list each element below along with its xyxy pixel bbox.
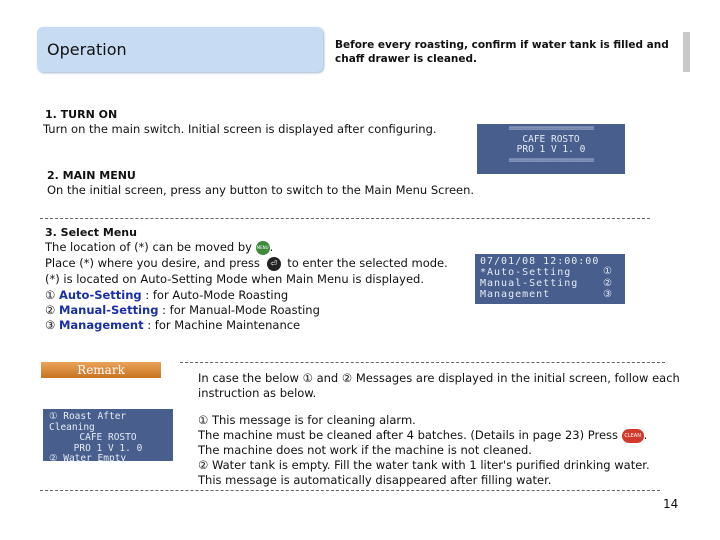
lcd-line: CAFE ROSTO [522, 133, 580, 145]
menu-item-auto [45, 288, 288, 304]
alarm-display [43, 409, 173, 464]
lcd-line: ================== [508, 154, 594, 166]
remark-msg3: The machine does not work if the machine is not cleaned. [198, 443, 532, 457]
select-menu-line3: (*) is located on Auto-Setting Mode when Main Menu is displayed. [45, 272, 424, 286]
menu-item-manual [45, 303, 320, 319]
item-name: Manual-Setting [58, 303, 159, 317]
main-menu-display [475, 254, 625, 304]
remark-msg4: ② Water tank is empty. Fill the water tank with 1 liter's purified drinking water. [198, 458, 650, 472]
lcd-line: ① Roast After Cleaning [49, 411, 127, 433]
divider [40, 490, 660, 491]
item-number: ① [45, 288, 56, 302]
item-number: ③ [45, 318, 56, 332]
turn-on-text: Turn on the main switch. Initial screen is displayed after configuring. [43, 122, 437, 136]
lcd-line: PRO 1 V 1. 0 [516, 144, 586, 155]
select-menu-line2 [45, 256, 448, 272]
item-name: Auto-Setting [58, 288, 142, 302]
remark-msg2 [198, 428, 647, 444]
item-number: ② [45, 303, 56, 317]
lcd-line: *Auto-Setting [480, 267, 572, 278]
item-desc: : for Auto-Mode Roasting [145, 288, 289, 302]
turn-on-heading: 1. TURN ON [45, 108, 118, 121]
lcd-line: PRO 1 V 1. 0 [73, 442, 143, 454]
remark-msg5: This message is automatically disappeared after filling water. [198, 473, 552, 487]
text: The location of (*) can be moved by [45, 240, 252, 254]
menu-item-management [45, 318, 300, 334]
text: . [643, 428, 648, 442]
item-name: Management [58, 318, 144, 332]
lcd-line: ② Water Empty [49, 453, 127, 464]
divider [180, 362, 665, 363]
text: The machine must be cleaned after 4 batches. (Details in page 23) Press [198, 428, 619, 442]
lcd-line: 07/01/08 12:00:00 [480, 256, 600, 267]
section-title: Operation [47, 40, 127, 59]
main-menu-text: On the initial screen, press any button to switch to the Main Menu Screen. [47, 183, 475, 197]
edge-bar [683, 32, 690, 72]
divider [40, 218, 650, 219]
lcd-line: Management [480, 289, 551, 300]
item-desc: : for Manual-Mode Roasting [162, 303, 320, 317]
lcd-num: ① [603, 266, 613, 277]
remark-intro: In case the below ① and ② Messages are displayed in the initial screen, follow each instruction as below. [198, 371, 680, 400]
lcd-line: CAFE ROSTO [79, 432, 137, 443]
enter-button-icon: ⏎ [267, 257, 281, 271]
remark-label: Remark [41, 362, 161, 378]
remark-msg1: ① This message is for cleaning alarm. [198, 413, 416, 427]
initial-screen-display [477, 124, 625, 174]
clean-button-icon: CLEAN [622, 429, 644, 443]
text: to enter the selected mode. [287, 256, 448, 270]
lcd-line: Manual-Setting [480, 278, 579, 289]
lcd-num: ② [603, 278, 613, 289]
select-menu-line1 [45, 240, 273, 256]
main-menu-heading: 2. MAIN MENU [47, 169, 136, 182]
menu-button-icon: MENU [256, 241, 270, 255]
text: Place (*) where you desire, and press [45, 256, 260, 270]
lcd-line: ================== [508, 123, 594, 134]
lcd-num: ③ [603, 289, 613, 300]
select-menu-heading: 3. Select Menu [45, 226, 137, 239]
text: . [269, 240, 274, 254]
item-desc: : for Machine Maintenance [147, 318, 301, 332]
page-number: 14 [663, 497, 679, 511]
top-note: Before every roasting, confirm if water tank is filled and chaff drawer is cleaned. [335, 39, 669, 65]
